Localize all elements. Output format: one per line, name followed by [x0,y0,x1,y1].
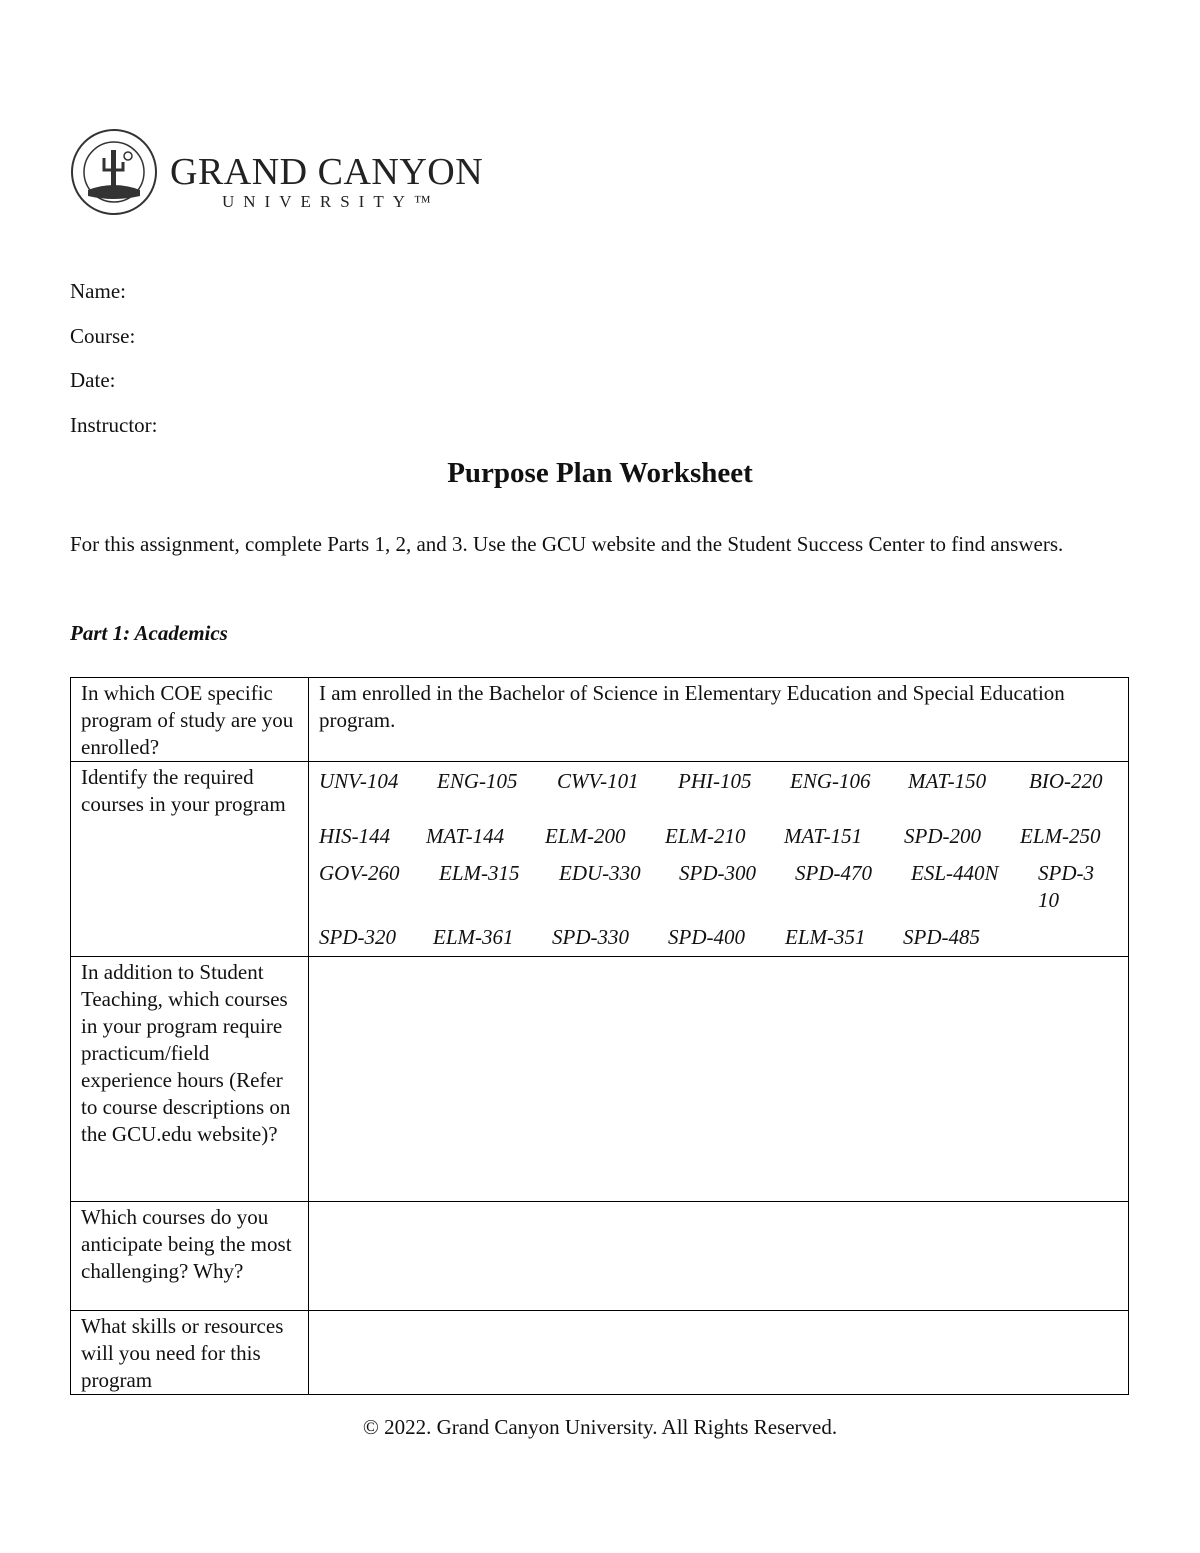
course-code: SPD-320 [319,925,396,949]
course-code: ELM-315 [439,861,520,885]
question-cell: In which COE specific program of study are you enrolled? [71,678,309,762]
answer-cell[interactable] [309,957,1129,1202]
course-code: SPD-400 [668,925,745,949]
instructor-label: Instructor: [70,413,158,437]
table-row [71,678,1129,762]
academics-table [70,677,1129,1395]
logo-subtitle: UNIVERSITY™ [222,192,440,211]
course-code: ELM-351 [785,925,866,949]
course-code: ELM-210 [665,824,746,848]
course-code: PHI-105 [678,769,752,793]
table-row [71,762,1129,957]
question-cell: Which courses do you anticipate being the most challenging? Why? [71,1202,309,1311]
course-code: BIO-220 [1029,769,1103,793]
logo-wordmark: GRAND CANYON [170,151,484,193]
university-seal-icon [70,128,160,216]
course-code: GOV-260 [319,861,400,885]
part1-heading: Part 1: Academics [70,621,228,645]
table-row [71,1311,1129,1395]
table-row [71,957,1129,1202]
course-code: UNV-104 [319,769,399,793]
course-code: SPD-310 [1038,861,1094,912]
table-row [71,1202,1129,1311]
course-code: ELM-200 [545,824,626,848]
course-code: ENG-105 [437,769,518,793]
course-code: SPD-200 [904,824,981,848]
copyright-footer: © 2022. Grand Canyon University. All Rights Reserved. [362,1415,838,1439]
answer-cell[interactable] [309,1311,1129,1395]
course-row [319,924,1120,951]
course-code: MAT-150 [908,769,987,793]
question-cell: What skills or resources will you need for this program [71,1311,309,1395]
date-label: Date: [70,368,116,392]
course-code: ELM-250 [1020,824,1101,848]
course-row [319,823,1120,850]
university-logo [70,128,484,216]
course-code: ELM-361 [433,925,514,949]
course-code: SPD-470 [795,861,872,885]
course-code: HIS-144 [319,824,391,848]
question-cell: Identify the required courses in your program [71,762,309,957]
course-code: MAT-151 [784,824,863,848]
course-code: SPD-300 [679,861,756,885]
question-cell: In addition to Student Teaching, which courses in your program require practicum/field experience hours (Refer to course descriptions on the GCU.edu website)? [71,957,309,1202]
course-label: Course: [70,324,136,348]
intro-text: For this assignment, complete Parts 1, 2, and 3. Use the GCU website and the Student Success Center to find answers. [70,532,1064,556]
answer-cell[interactable]: I am enrolled in the Bachelor of Science in Elementary Education and Special Education program. [309,678,1129,762]
name-label: Name: [70,279,126,303]
course-row [319,860,1120,914]
course-code: MAT-144 [426,824,505,848]
course-code: SPD-330 [552,925,629,949]
course-code: CWV-101 [557,769,639,793]
page-title: Purpose Plan Worksheet [447,457,753,489]
answer-cell[interactable] [309,1202,1129,1311]
course-code: ENG-106 [790,769,871,793]
course-code: SPD-485 [903,925,980,949]
course-code: EDU-330 [559,861,641,885]
course-code: ESL-440N [911,861,999,885]
courses-cell[interactable] [309,762,1129,957]
course-row [319,768,1120,795]
